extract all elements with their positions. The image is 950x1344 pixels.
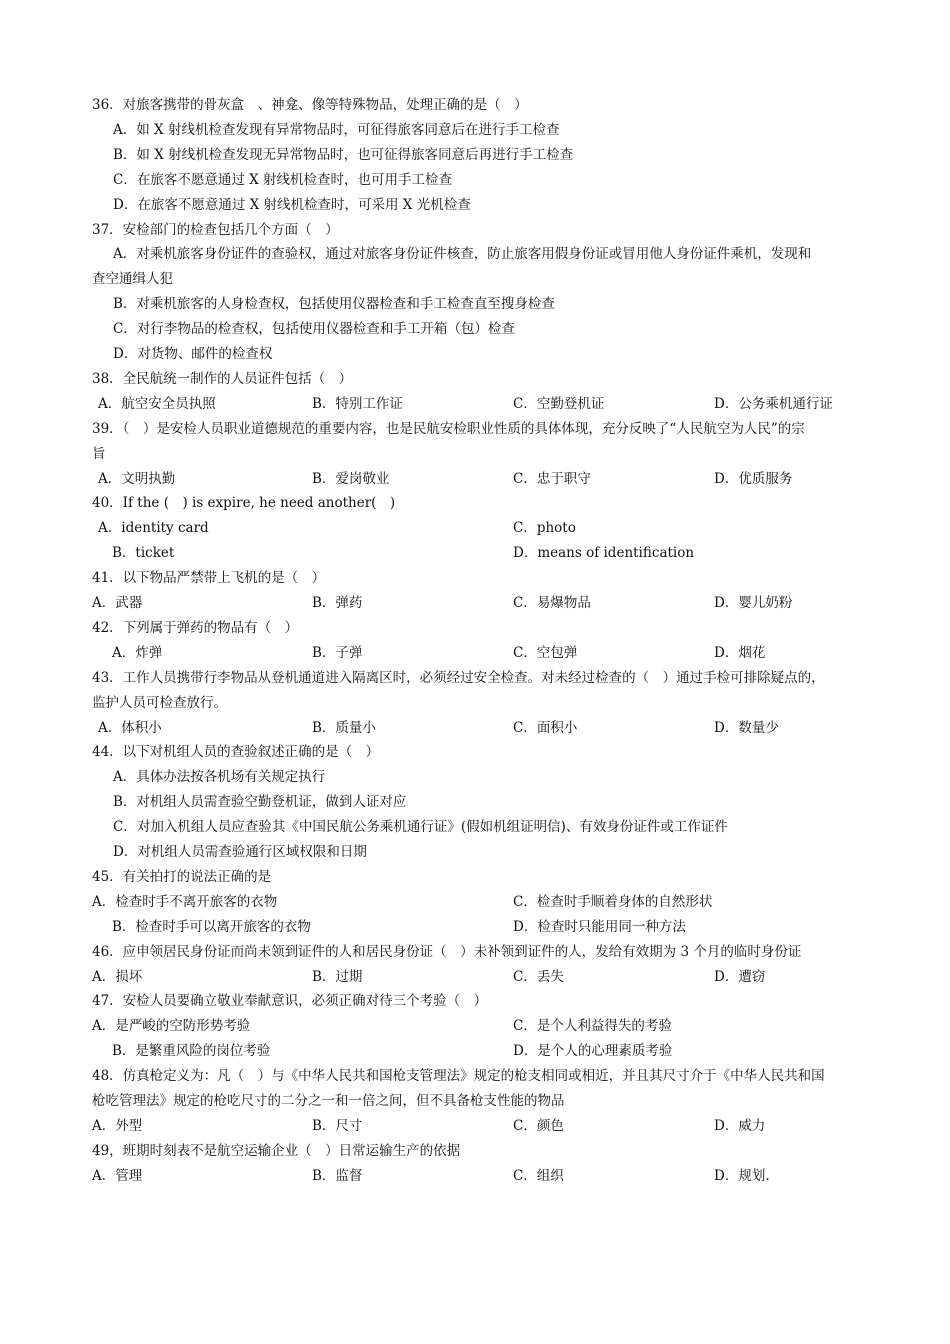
- option-line: C．对行李物品的检查权，包括使用仪器检查和手工开箱（包）检查: [113, 321, 515, 338]
- option-choice: A．管理: [92, 1167, 143, 1184]
- option-choice: A．是严峻的空防形势考验: [92, 1018, 251, 1035]
- option-choice: A．体积小: [98, 719, 162, 736]
- question-text: 40．If the ( ) is expire, he need another( ): [92, 495, 396, 512]
- option-choice: C．颜色: [513, 1117, 564, 1134]
- option-choice: D．婴儿奶粉: [714, 595, 793, 611]
- option-choice: B．尺寸: [312, 1117, 363, 1134]
- question-text: 42．下列属于弹药的物品有（ ）: [92, 619, 299, 636]
- option-line: A．如 X 射线机检查发现有异常物品时，可征得旅客同意后在进行手工检查: [113, 121, 560, 138]
- option-choice: D．优质服务: [714, 470, 793, 487]
- option-choice: B．特别工作证: [312, 395, 403, 412]
- option-choice: D．数量少: [714, 719, 779, 736]
- option-choice: C．是个人利益得失的考验: [513, 1018, 672, 1035]
- option-choice: C．忠于职守: [513, 470, 591, 487]
- option-choice: B．是繁重风险的岗位考验: [112, 1043, 271, 1060]
- option-line: C．在旅客不愿意通过 X 射线机检查时，也可用手工检查: [113, 171, 453, 188]
- question-text: 41．以下物品严禁带上飞机的是（ ）: [92, 570, 326, 587]
- question-text: 枪吃管理法》规定的枪吃尺寸的二分之一和一倍之间，但不具备枪支性能的物品: [92, 1093, 565, 1109]
- option-choice: A．identity card: [98, 520, 209, 537]
- option-line: A．对乘机旅客身份证件的查验权，通过对旅客身份证件核查，防止旅客用假身份证或冒用他人身份证件乘机，发现和: [113, 246, 812, 263]
- option-choice: D．规划.: [714, 1167, 770, 1184]
- option-choice: A．航空安全员执照: [98, 395, 216, 412]
- option-choice: C．面积小: [513, 719, 578, 736]
- option-line: A．具体办法按各机场有关规定执行: [113, 769, 326, 786]
- option-choice: A．文明执勤: [98, 470, 176, 487]
- option-choice: C．组织: [513, 1167, 564, 1184]
- question-text: 49，班期时刻表不是航空运输企业（ ）日常运输生产的依据: [92, 1142, 461, 1159]
- option-choice: D．是个人的心理素质考验: [513, 1043, 673, 1060]
- question-text: 47．安检人员要确立敬业奉献意识，必须正确对待三个考验（ ）: [92, 993, 488, 1010]
- option-choice: B．检查时手可以离开旅客的衣物: [112, 918, 311, 935]
- option-choice: A．武器: [92, 595, 143, 611]
- option-choice: C．空包弹: [513, 644, 578, 661]
- option-choice: C．易爆物品: [513, 595, 591, 611]
- option-choice: C．丢失: [513, 968, 564, 985]
- option-choice: B．弹药: [312, 595, 363, 611]
- option-line: D．对机组人员需查验通行区域权限和日期: [113, 844, 367, 860]
- option-choice: A．炸弹: [112, 644, 163, 661]
- option-choice: A．外型: [92, 1117, 143, 1134]
- question-text: 46．应申领居民身份证而尚未领到证件的人和居民身份证（ ）未补领到证件的人，发给有效期为 3 个月的临时身份证: [92, 943, 802, 960]
- option-choice: A．检查时手不离开旅客的衣物: [92, 893, 278, 910]
- question-text: 旨: [92, 445, 106, 462]
- option-choice: B．质量小: [312, 719, 376, 736]
- option-choice: B．爱岗敬业: [312, 470, 390, 487]
- option-choice: D．公务乘机通行证: [714, 395, 833, 412]
- option-choice: A．损坏: [92, 968, 143, 985]
- question-text: 37．安检部门的检查包括几个方面（ ）: [92, 221, 339, 238]
- option-line: D．在旅客不愿意通过 X 射线机检查时，可采用 X 光机检查: [113, 196, 471, 213]
- question-text: 44．以下对机组人员的查验叙述正确的是（ ）: [92, 744, 380, 761]
- option-choice: D．遭窃: [714, 968, 766, 985]
- question-text: 监护人员可检查放行。: [92, 694, 227, 711]
- option-choice: D．烟花: [714, 644, 766, 661]
- option-choice: C．检查时手顺着身体的自然形状: [513, 893, 713, 910]
- option-choice: C．photo: [513, 520, 576, 537]
- option-choice: D．检查时只能用同一种方法: [513, 918, 686, 935]
- option-line: B．对机组人员需查验空勤登机证，做到人证对应: [113, 794, 407, 811]
- option-choice: B．子弹: [312, 644, 363, 661]
- option-line: B．对乘机旅客的人身检查权，包括使用仪器检查和手工检查直至搜身检查: [113, 296, 555, 313]
- option-choice: D．means of identification: [513, 545, 695, 562]
- question-text: 38．全民航统一制作的人员证件包括（ ）: [92, 370, 353, 387]
- question-text: 39．（ ）是安检人员职业道德规范的重要内容，也是民航安检职业性质的具体体现，充分反映了“人民航空为人民”的宗: [92, 420, 805, 437]
- option-choice: B．监督: [312, 1167, 363, 1184]
- option-choice: B．过期: [312, 968, 363, 985]
- option-line: D．对货物、邮件的检查权: [113, 346, 273, 362]
- option-line: B．如 X 射线机检查发现无异常物品时，也可征得旅客同意后再进行手工检查: [113, 146, 574, 163]
- question-text: 43．工作人员携带行李物品从登机通道进入隔离区时，必须经过安全检查。对未经过检查的（ ）通过手检可排除疑点的，: [92, 669, 825, 686]
- question-text: 36．对旅客携带的骨灰盒 、神龛、像等特殊物品，处理正确的是（ ）: [92, 97, 528, 113]
- option-choice: B．ticket: [112, 545, 175, 562]
- question-text: 45．有关拍打的说法正确的是: [92, 868, 272, 885]
- option-choice: D．威力: [714, 1117, 766, 1134]
- question-text: 48．仿真枪定义为：凡（ ）与《中华人民共和国枪支管理法》规定的枪支相同或相近，并且其尺寸介于《中华人民共和国: [92, 1068, 825, 1085]
- question-text: 查空通缉人犯: [92, 271, 173, 288]
- option-choice: C．空勤登机证: [513, 395, 605, 412]
- option-line: C．对加入机组人员应查验其《中国民航公务乘机通行证》(假如机组证明信)、有效身份证件或工作证件: [113, 819, 728, 836]
